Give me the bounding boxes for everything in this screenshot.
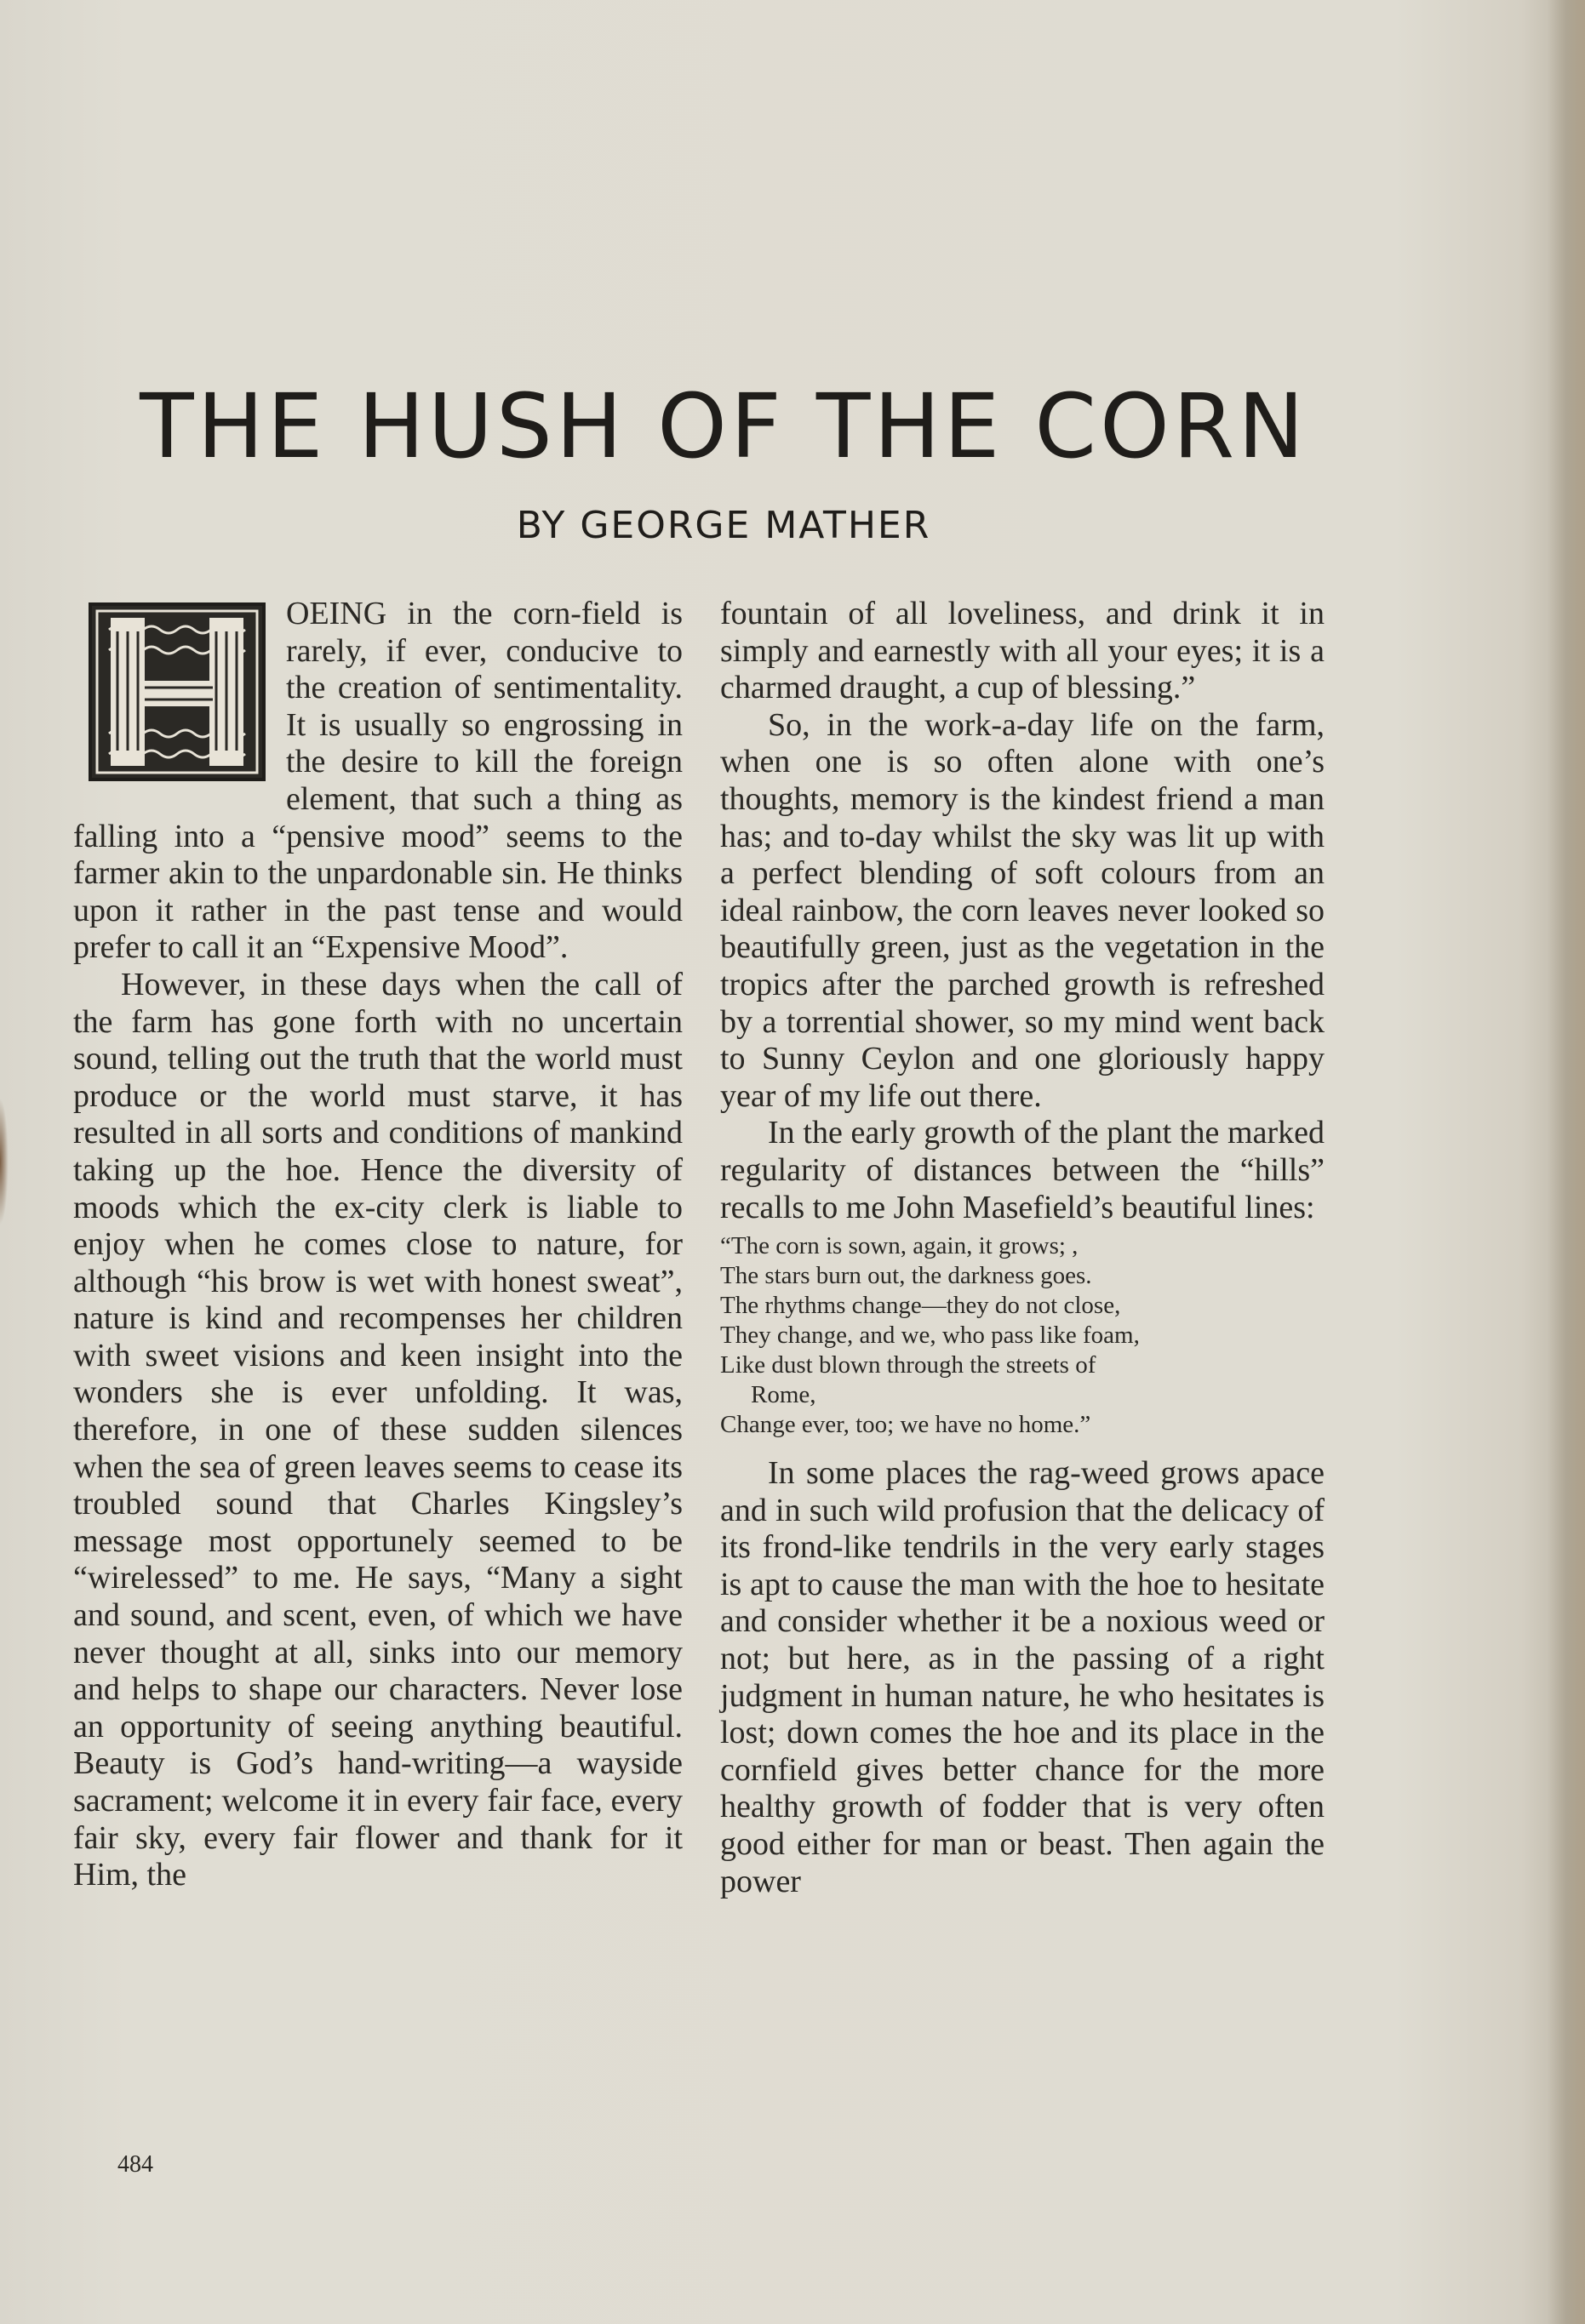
poem-line: “The corn is sown, again, it grows; , (720, 1232, 1079, 1260)
decorative-dropcap (89, 602, 266, 781)
paragraph-1: OEING in the corn-field is rarely, if ever, conducive to the creation of sentimentality. It is usually so engrossing in the desire to kill the foreign element, that such a thing as falling into a “pensive mood” seems to the farmer akin to the unpardonable sin. He thinks upon it rather in the past tense and would prefer to call it an “Expensive Mood”. (73, 596, 683, 966)
poem-line: Like dust blown through the streets of (720, 1351, 1096, 1379)
paragraph-2: However, in these days when the call of the farm has gone forth with no uncertain sound, telling out the truth that the world must produce or the world must starve, it has resulted in all sorts and conditions of mankind taking up the hoe. Hence the diversity of moods which the ex-city clerk is liable to enjoy when he comes close to nature, for although “his brow is wet with honest sweat”, nature is kind and recompenses her children with sweet visions and keen insight into the wonders she is ever unfolding. It was, therefore, in one of these sudden silences when the sea of green leaves seems to cease its troubled sound that Charles Kingsley’s message most opportunely seemed to be “wirelessed” to me. He says, “Many a sight and sound, and scent, even, of which we have never thought at all, sinks into our memory and helps to shape our characters. Never lose an opportunity of seeing anything beautiful. Beauty is God’s hand-writing—a wayside sacrament; welcome it in every fair face, every fair sky, every fair flower and thank for it Him, the (73, 966, 683, 1893)
poem-line: The stars burn out, the darkness goes. (720, 1262, 1092, 1290)
poem-line: They change, and we, who pass like foam, (720, 1322, 1140, 1350)
left-column (73, 596, 683, 1894)
page-number: 484 (117, 2151, 153, 2178)
paragraph-3: So, in the work-a-day life on the farm, when one is so often alone with one’s thoughts, memory is the kindest friend a man has; and to-day whilst the sky was lit up with a perfect blending of soft colours from an ideal rainbow, the corn leaves never looked so beautifully green, just as the vegetation in the tropics after the parched growth is refreshed by a torrential shower, so my mind went back to Sunny Ceylon and one gloriously happy year of my life out there. (720, 706, 1325, 1114)
paragraph-4: In the early growth of the plant the marked regularity of distances between the “hills” recalls to me John Masefield’s beautiful lines: (720, 1115, 1325, 1225)
poem-quote (720, 1231, 1325, 1440)
poem-line: Rome, (751, 1381, 816, 1409)
poem-line: The rhythms change—they do not close, (720, 1292, 1121, 1320)
page-stain (0, 1098, 9, 1225)
paragraph-5: In some places the rag-weed grows apace and in such wild profusion that the delicacy of its frond-like tendrils in the very early stages is apt to cause the man with the hoe to hesitate and consider whether it be a noxious weed or not; but here, as in the passing of a right judgment in human nature, he who hesitates is lost; down comes the hoe and its place in the cornfield gives better chance for the more healthy growth of fodder that is very often good either for man or beast. Then again the power (720, 1455, 1325, 1899)
dropcap-h-ornament (92, 606, 262, 778)
paragraph-continued: fountain of all loveliness, and drink it in simply and earnestly with all your eyes; it is a charmed draught, a cup of blessing.” (720, 596, 1325, 706)
article-byline: BY GEORGE MATHER (516, 504, 931, 547)
poem-line: Change ever, too; we have no home.” (720, 1411, 1091, 1439)
right-column (720, 596, 1325, 1900)
page-edge-shadow (1548, 0, 1585, 2324)
article-title: THE HUSH OF THE CORN (140, 374, 1307, 478)
